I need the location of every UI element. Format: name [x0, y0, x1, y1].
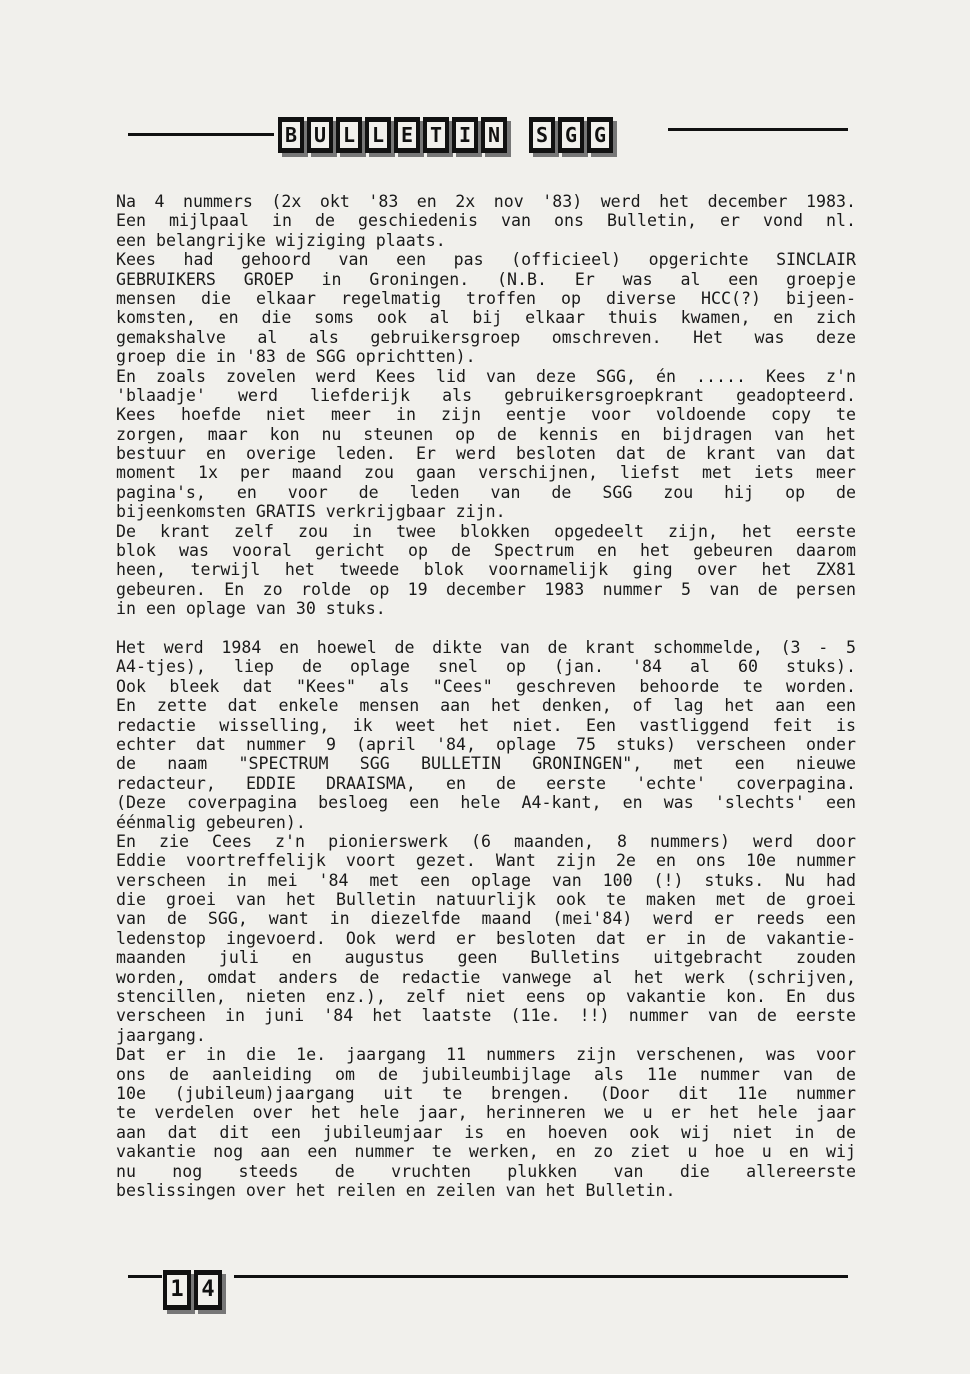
- header-rule-right: [668, 128, 848, 131]
- text-line: bijeenkomsten GRATIS verkrijgbaar zijn.: [116, 502, 506, 522]
- text-line: aan dat dit een jubileumjaar is en hoeven ook wij niet in de: [116, 1122, 856, 1142]
- article-body: [116, 192, 856, 1200]
- text-line: Ook bleek dat "Kees" als "Cees" geschreven behoorde te worden.: [116, 676, 856, 696]
- text-line: groep die in '83 de SGG oprichtten).: [116, 347, 476, 367]
- text-line: (Deze coverpagina besloeg een hele A4-kant, en was 'slechts' een: [116, 793, 856, 813]
- text-line: A4-tjes), liep de oplage snel op (jan. '84 al 60 stuks).: [116, 657, 856, 677]
- page-digit-tile: [194, 1270, 222, 1310]
- title-letter-tile: B: [278, 117, 304, 153]
- paragraph: [116, 367, 856, 619]
- text-line: een belangrijke wijziging plaats.: [116, 230, 446, 250]
- title-letter-tile: L: [336, 117, 362, 153]
- text-line: gemakshalve al als gebruikersgroep omschreven. Het was deze: [116, 327, 856, 347]
- text-line: komsten, en die soms ook al bij elkaar thuis kwamen, en zich: [116, 308, 856, 328]
- page-number-tiles: [163, 1270, 222, 1310]
- text-line: GEBRUIKERS GROEP in Groningen. (N.B. Er was al een groepje: [116, 269, 856, 289]
- text-line: die groei van het Bulletin natuurlijk ook te maken met de groei: [116, 890, 856, 910]
- text-line: stencillen, nieten enz.), zelf niet eens op vakantie kon. En dus: [116, 987, 856, 1007]
- title-letter-tile: N: [481, 117, 507, 153]
- text-line: éénmalig gebeuren).: [116, 812, 306, 832]
- text-line: in een oplage van 30 stuks.: [116, 599, 386, 619]
- text-line: mensen die elkaar regelmatig troffen op diverse HCC(?) bijeen-: [116, 288, 856, 308]
- text-line: De krant zelf zou in twee blokken opgedeelt zijn, het eerste: [116, 521, 856, 541]
- text-line: worden, omdat anders de redactie vanwege al het werk (schrijven,: [116, 967, 856, 987]
- page-number-digit: 1: [167, 1275, 187, 1305]
- header-title-tiles: [278, 117, 613, 153]
- text-line: te verdelen over het hele jaar, herinneren we u er het hele jaar: [116, 1103, 856, 1123]
- text-line: moment 1x per maand zou gaan verschijnen, liefst met iets meer: [116, 463, 856, 483]
- text-line: maanden juli en augustus geen Bulletins uitgebracht zouden: [116, 948, 856, 968]
- text-line: vakantie nog aan een nummer te werken, en zo ziet u hoe u en wij: [116, 1142, 856, 1162]
- sub-letter-tile: S: [529, 117, 555, 153]
- paragraph: [116, 192, 856, 367]
- text-line: En zoals zovelen werd Kees lid van deze SGG, én ..... Kees z'n: [116, 366, 856, 386]
- title-letter-tile: E: [394, 117, 420, 153]
- text-line: echter dat nummer 9 (april '84, oplage 75 stuks) verscheen onder: [116, 734, 856, 754]
- text-line: beslissingen over het reilen en zeilen van het Bulletin.: [116, 1180, 676, 1200]
- text-line: bestuur en overige leden. Er werd besloten dat de krant van dat: [116, 444, 856, 464]
- title-letter-tile: L: [365, 117, 391, 153]
- text-line: blok was vooral gericht op de Spectrum en het gebeuren daarom: [116, 541, 856, 561]
- footer-rule-left: [128, 1275, 162, 1278]
- page-number-digit: 4: [198, 1275, 218, 1305]
- text-line: de naam "SPECTRUM SGG BULLETIN GRONINGEN", met een nieuwe: [116, 754, 856, 774]
- text-line: verscheen in juni '84 het laatste (11e. !!) nummer van de eerste: [116, 1006, 856, 1026]
- text-line: zorgen, maar kon nu steunen op de kennis en bijdragen van het: [116, 424, 856, 444]
- text-line: En zie Cees z'n pionierswerk (6 maanden, 8 nummers) werd door: [116, 831, 856, 851]
- text-line: redactie wisselling, ik weet het niet. Een vastliggend feit is: [116, 715, 856, 735]
- header-rule-left: [128, 133, 274, 136]
- text-line: ledenstop ingevoerd. Ook werd er besloten dat er in de vakantie-: [116, 928, 856, 948]
- sub-letter-tile: G: [587, 117, 613, 153]
- text-line: Een mijlpaal in de geschiedenis van ons Bulletin, er vond nl.: [116, 211, 856, 231]
- text-line: jaargang.: [116, 1025, 206, 1045]
- paragraph-gap: [116, 619, 856, 638]
- text-line: Het werd 1984 en hoewel de dikte van de krant schommelde, (3 - 5: [116, 637, 856, 657]
- text-line: 'blaadje' werd liefderijk als gebruikersgroepkrant geadopteerd.: [116, 385, 856, 405]
- text-line: Eddie voortreffelijk voort gezet. Want zijn 2e en ons 10e nummer: [116, 851, 856, 871]
- text-line: heen, terwijl het tweede blok voornamelijk ging over het ZX81: [116, 560, 856, 580]
- text-line: Kees had gehoord van een pas (officieel) opgerichte SINCLAIR: [116, 250, 856, 270]
- text-line: ons de aanleiding om de jubileumbijlage als 11e nummer van de: [116, 1064, 856, 1084]
- text-line: gebeuren. En zo rolde op 19 december 1983 nummer 5 van de persen: [116, 579, 856, 599]
- text-line: Kees hoefde niet meer in zijn eentje voor voldoende copy te: [116, 405, 856, 425]
- text-line: En zette dat enkele mensen aan het denken, of lag het aan een: [116, 696, 856, 716]
- text-line: pagina's, en voor de leden van de SGG zou hij op de: [116, 482, 856, 502]
- sub-letter-tile: G: [558, 117, 584, 153]
- title-letter-tile: I: [452, 117, 478, 153]
- paragraph: [116, 638, 856, 1200]
- title-letter-tile: T: [423, 117, 449, 153]
- title-letter-tile: U: [307, 117, 333, 153]
- text-line: van de SGG, want in diezelfde maand (mei'84) werd er reeds een: [116, 909, 856, 929]
- text-line: nu nog steeds de vruchten plukken van die allereerste: [116, 1161, 856, 1181]
- text-line: Dat er in die 1e. jaargang 11 nummers zijn verschenen, was voor: [116, 1045, 856, 1065]
- footer-rule-right: [234, 1275, 848, 1278]
- text-line: verscheen in mei '84 met een oplage van 100 (!) stuks. Nu had: [116, 870, 856, 890]
- text-line: 10e (jubileum)jaargang uit te brengen. (Door dit 11e nummer: [116, 1083, 856, 1103]
- text-line: redacteur, EDDIE DRAAISMA, en de eerste 'echte' coverpagina.: [116, 773, 856, 793]
- text-line: Na 4 nummers (2x okt '83 en 2x nov '83) werd het december 1983.: [116, 192, 856, 211]
- page-digit-tile: [163, 1270, 191, 1310]
